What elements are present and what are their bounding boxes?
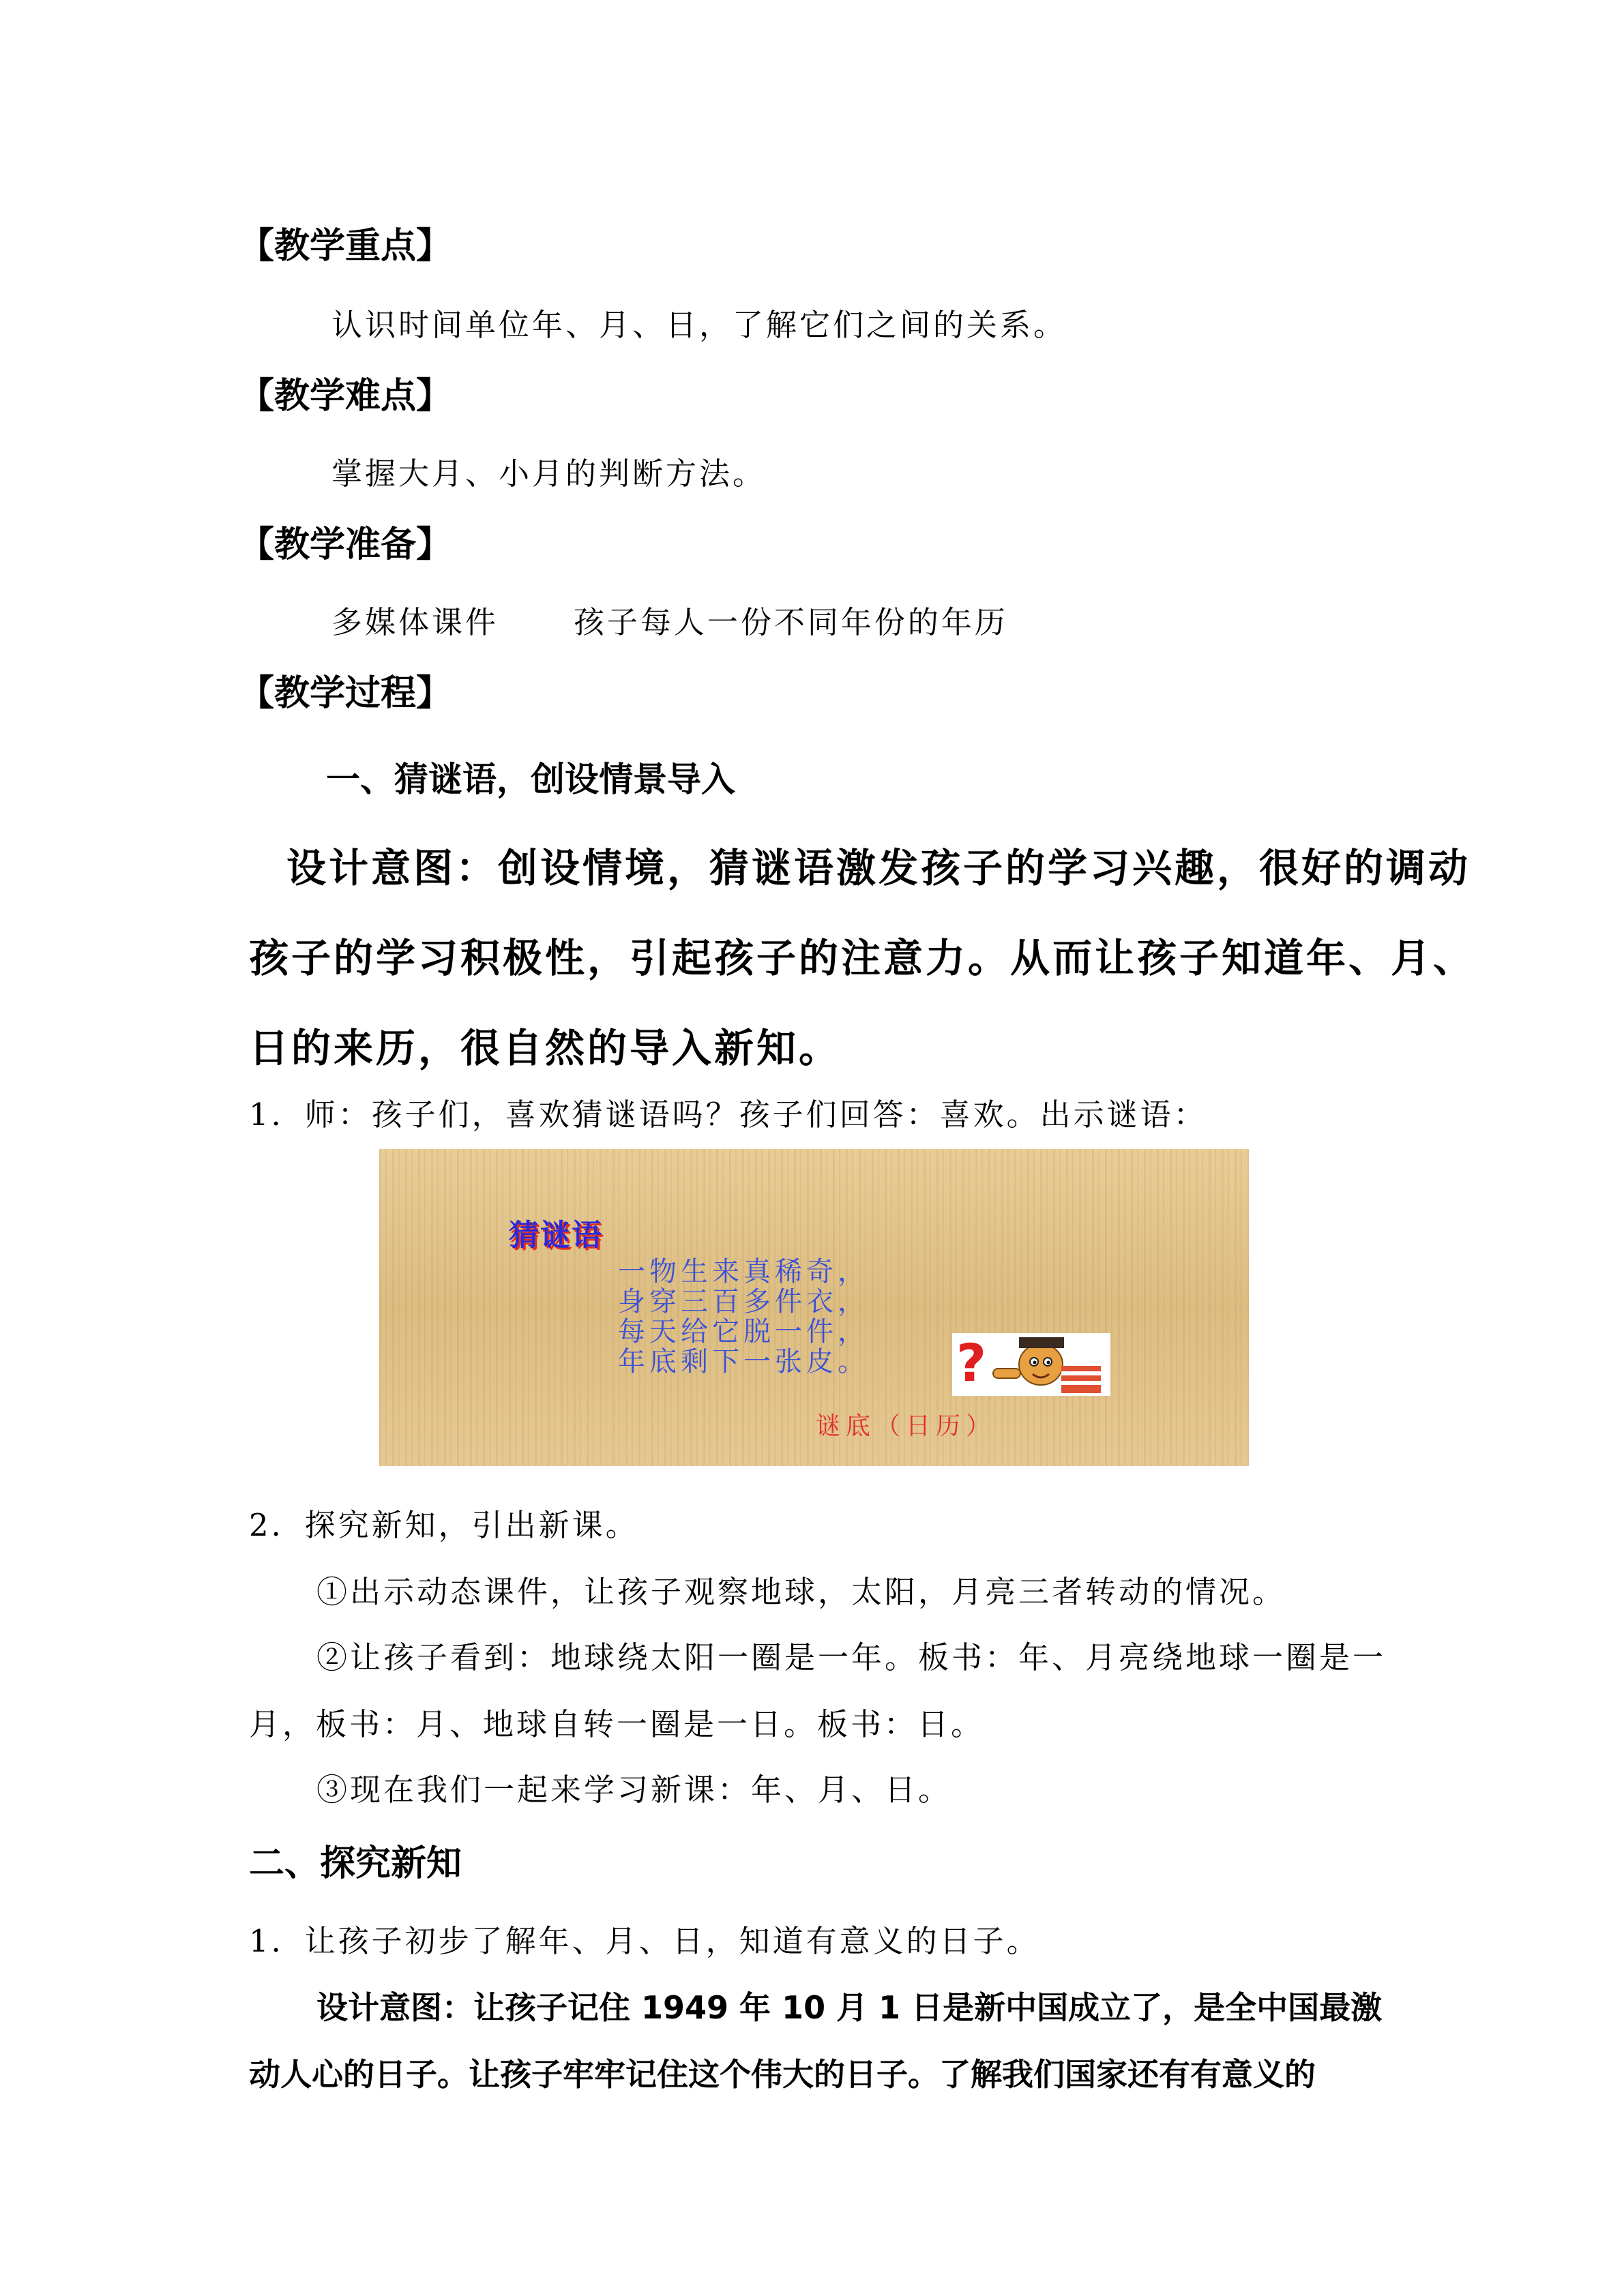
teaching-focus-text: 认识时间单位年、月、日，了解它们之间的关系。 (331, 307, 1067, 343)
riddle-title: 猜谜语 (509, 1218, 603, 1253)
riddle-verse-2: 身穿三百多件衣， (618, 1286, 869, 1317)
section2-design-intent-line-2: 动人心的日子。让孩子牢牢记住这个伟大的日子。了解我们国家还有有意义的 (249, 2056, 1316, 2093)
section2-step1: 1．让孩子初步了解年、月、日，知道有意义的日子。 (249, 1923, 1040, 1959)
section2-title: 二、探究新知 (249, 1843, 462, 1884)
heading-teaching-preparation: 【教学准备】 (239, 524, 452, 565)
riddle-verse-4: 年底剩下一张皮。 (618, 1346, 869, 1377)
riddle-answer: 谜底（日历） (816, 1412, 996, 1440)
heading-teaching-focus: 【教学重点】 (239, 226, 452, 267)
step2-item-3: ③现在我们一起来学习新课：年、月、日。 (316, 1772, 952, 1808)
riddle-verse-3: 每天给它脱一件， (618, 1316, 869, 1347)
svg-text:?: ? (956, 1333, 987, 1393)
step2-title: 2．探究新知，引出新课。 (249, 1507, 639, 1543)
heading-teaching-process: 【教学过程】 (239, 673, 452, 714)
step2-item-2-line-1: ②让孩子看到：地球绕太阳一圈是一年。板书：年、月亮绕地球一圈是一 (316, 1639, 1387, 1675)
cartoon-cat-question-icon (952, 1333, 1110, 1396)
step1-teacher-question: 1．师：孩子们，喜欢猜谜语吗？孩子们回答：喜欢。出示谜语： (249, 1097, 1207, 1133)
design-intent-line-3: 日的来历，很自然的导入新知。 (249, 1025, 842, 1071)
step2-item-1: ①出示动态课件，让孩子观察地球，太阳，月亮三者转动的情况。 (316, 1574, 1286, 1610)
teaching-difficulty-text: 掌握大月、小月的判断方法。 (331, 456, 767, 492)
teaching-preparation-text: 多媒体课件 孩子每人一份不同年份的年历 (331, 604, 1008, 640)
riddle-verse-1: 一物生来真稀奇， (618, 1256, 869, 1287)
section1-title: 一、猜谜语，创设情景导入 (326, 760, 735, 799)
design-intent-line-1: 设计意图：创设情境，猜谜语激发孩子的学习兴趣，很好的调动 (286, 845, 1471, 891)
riddle-slide-image (379, 1149, 1249, 1466)
section2-design-intent-line-1: 设计意图：让孩子记住 1949 年 10 月 1 日是新中国成立了，是全中国最激 (316, 1989, 1383, 2026)
design-intent-line-2: 孩子的学习积极性，引起孩子的注意力。从而让孩子知道年、月、 (249, 935, 1476, 981)
step2-item-2-line-2: 月，板书：月、地球自转一圈是一日。板书：日。 (249, 1706, 985, 1742)
heading-teaching-difficulty: 【教学难点】 (239, 376, 452, 417)
